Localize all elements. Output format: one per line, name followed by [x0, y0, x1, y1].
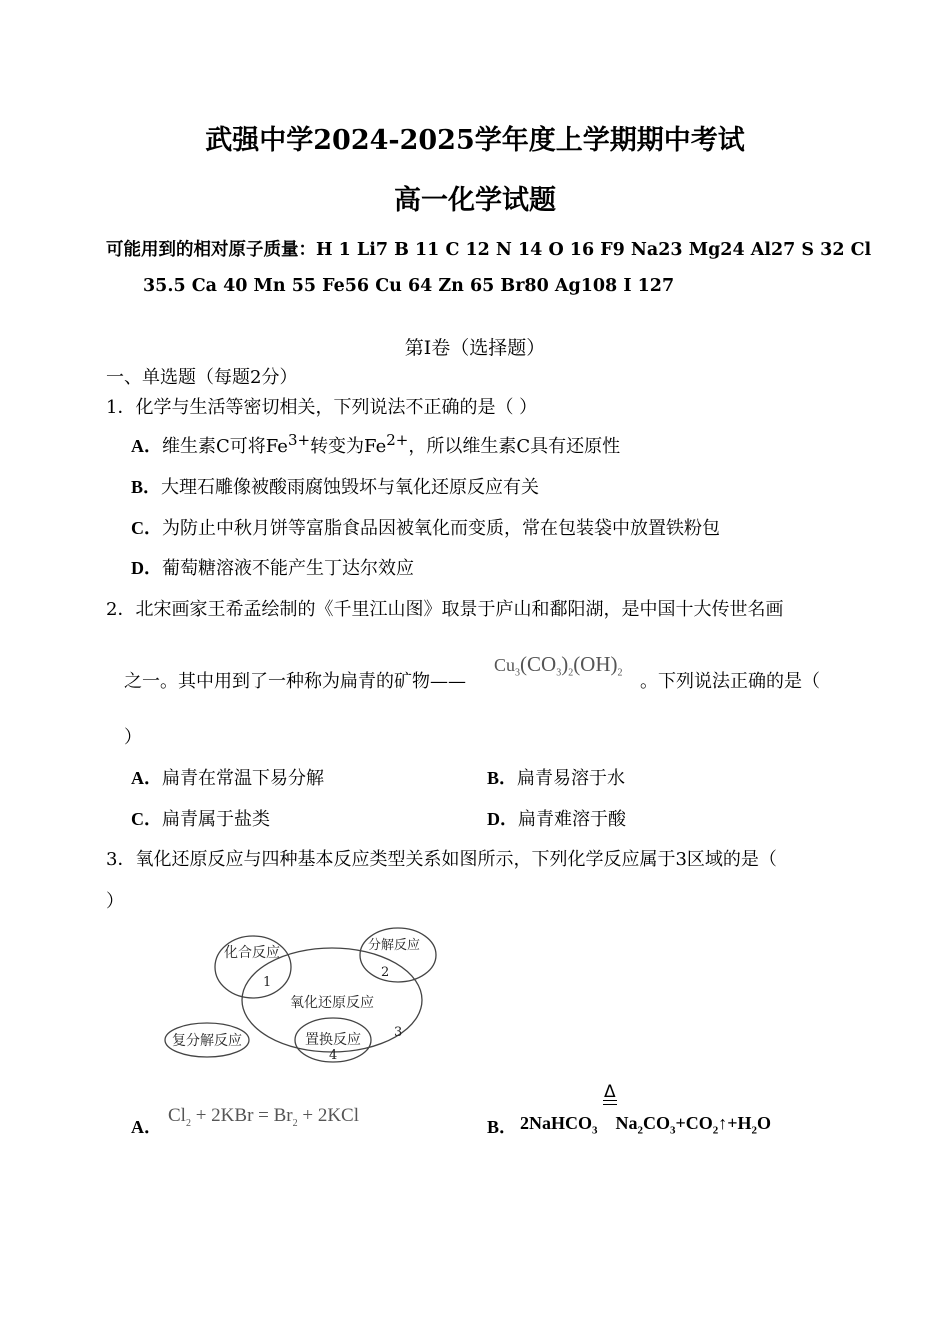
- q2-option-a-label: A．: [131, 768, 162, 788]
- q1-option-c-label: C．: [131, 518, 162, 538]
- q1-option-a-label: A．: [131, 436, 162, 456]
- equation-line-2: [603, 1104, 617, 1105]
- label-combination: 化合反应: [224, 945, 280, 961]
- part-heading: 一、单选题（每题2分）: [106, 367, 298, 388]
- q1-option-d-label: D．: [131, 558, 162, 578]
- decomposition-circle: [360, 928, 436, 982]
- q2-stem-line3: ）: [124, 727, 142, 748]
- reaction-venn-diagram: [160, 922, 460, 1072]
- q2-option-c-label: C．: [131, 809, 162, 829]
- q2-option-b-label: B．: [487, 768, 518, 788]
- exam-title: 武强中学2024-2025学年度上学期期中考试: [205, 125, 745, 156]
- q3-stem-line2: ）: [106, 891, 124, 912]
- q1-option-c-text: 为防止中秋月饼等富脂食品因被氧化而变质，常在包装袋中放置铁粉包: [162, 518, 720, 539]
- atomic-mass-line1: 可能用到的相对原子质量：H 1 Li7 B 11 C 12 N 14 O 16 F9 Na23 Mg24 Al27 S 32 Cl: [106, 240, 872, 260]
- q1-stem: 1．化学与生活等密切相关，下列说法不正确的是（ ）: [106, 397, 538, 418]
- q1-option-c[interactable]: [131, 514, 720, 540]
- q1-option-d[interactable]: [131, 554, 414, 580]
- volume-heading: 第Ⅰ卷（选择题）: [404, 337, 546, 359]
- q3-option-b[interactable]: [487, 1113, 517, 1139]
- q3-stem-line1: 3．氧化还原反应与四种基本反应类型关系如图所示，下列化学反应属于3区域的是（: [106, 849, 777, 870]
- q2-option-a[interactable]: [131, 764, 324, 790]
- q1-option-a[interactable]: [131, 432, 620, 458]
- q1-option-b-label: B．: [131, 477, 162, 497]
- q2-stem-line1: 2．北宋画家王希孟绘制的《千里江山图》取景于庐山和鄱阳湖，是中国十大传世名画: [106, 599, 784, 620]
- equation-line-1: [603, 1100, 617, 1101]
- label-redox: 氧化还原反应: [290, 995, 374, 1011]
- q2-option-c[interactable]: [131, 805, 270, 831]
- q3-option-a[interactable]: [131, 1113, 162, 1139]
- q2-option-b[interactable]: [487, 764, 625, 790]
- q1-option-b-text: 大理石雕像被酸雨腐蚀毁坏与氧化还原反应有关: [161, 477, 540, 498]
- atomic-mass-line2: 35.5 Ca 40 Mn 55 Fe56 Cu 64 Zn 65 Br80 Ag108 I 127: [143, 276, 675, 296]
- region-4: 4: [329, 1048, 338, 1063]
- q2-option-b-text: 扁青易溶于水: [517, 768, 626, 789]
- q1-option-b[interactable]: [131, 473, 539, 499]
- region-1: 1: [263, 975, 272, 990]
- q2-option-c-text: 扁青属于盐类: [162, 809, 270, 830]
- q2-formula: $Cu_3(CO_3)_2(OH)_2$: [494, 652, 623, 679]
- q3-option-a-label: A．: [131, 1117, 162, 1137]
- q2-option-a-text: 扁青在常温下易分解: [162, 768, 324, 789]
- q2-option-d-text: 扁青难溶于酸: [518, 809, 626, 830]
- q1-option-d-text: 葡萄糖溶液不能产生丁达尔效应: [162, 558, 414, 579]
- region-3: 3: [394, 1025, 403, 1040]
- q3-option-b-label: B．: [487, 1117, 518, 1137]
- q2-stem-line2a: 之一。其中用到了一种称为扁青的矿物——: [124, 671, 466, 692]
- label-double-decomposition: 复分解反应: [172, 1033, 242, 1049]
- label-decomposition: 分解反应: [368, 938, 421, 953]
- heat-condition-symbol: Δ: [604, 1082, 616, 1102]
- exam-subtitle: 高一化学试题: [394, 185, 556, 216]
- q2-option-d[interactable]: [487, 805, 626, 831]
- q3-option-a-equation: $Cl_2 + 2KBr = Br_2 + 2KCl$: [168, 1105, 359, 1129]
- q2-stem-line2b: 。下列说法正确的是（: [640, 671, 820, 692]
- q2-option-d-label: D．: [487, 809, 518, 829]
- label-replacement: 置换反应: [305, 1032, 361, 1048]
- q1-option-a-text: 维生素C可将$Fe^{3+}$转变为$Fe^{2+}$，所以维生素C具有还原性: [162, 431, 621, 457]
- q3-option-b-equation: 2NaHCO$_3$ $Na_2CO_3+CO_2↑+H_2O$: [520, 1113, 772, 1137]
- region-2: 2: [381, 965, 390, 980]
